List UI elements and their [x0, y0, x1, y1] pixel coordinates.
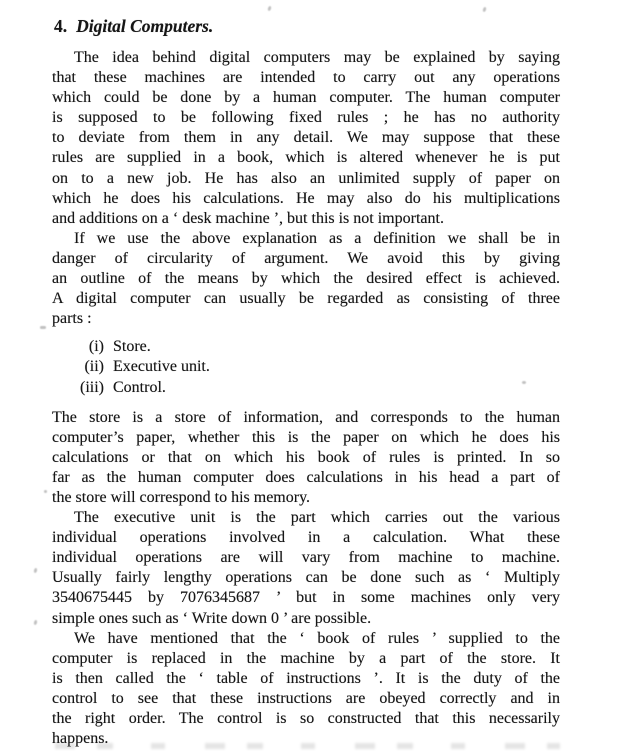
text-line: individual operations are will vary from machine to machine. [52, 549, 560, 567]
text-line: simple ones such as ‘ Write down 0 ’ are possible. [52, 609, 372, 627]
list-item-control [52, 378, 560, 398]
text-line: control to see that these instructions are obeyed correctly and in [52, 689, 560, 707]
paragraph-4 [52, 508, 560, 629]
list-item-number: (ii) [84, 358, 104, 376]
scan-artifact [40, 326, 46, 329]
parts-list [52, 337, 560, 397]
text-line: happens. [52, 730, 109, 748]
section-number: 4. [54, 16, 68, 36]
text-line: calculations or that on which his book of rules is printed. In so [52, 448, 560, 466]
paragraph-2 [52, 229, 560, 329]
text-line: which he does his calculations. He may also do his multiplications [52, 189, 560, 207]
text-line: far as the human computer does calculations in his head a part of [52, 468, 560, 486]
text-line: and additions on a ‘ desk machine ’, but this is not important. [52, 209, 444, 227]
text-line: We have mentioned that the ‘ book of rules ’ supplied to the [74, 629, 560, 647]
scan-artifact [33, 620, 37, 626]
text-line: rules are supplied in a book, which is altered whenever he is put [52, 149, 560, 167]
scan-bleedthrough-smudge [55, 743, 560, 749]
list-item-text: Control. [113, 378, 166, 396]
text-line: to deviate from them in any detail. We may suppose that these [52, 129, 560, 147]
text-line: If we use the above explanation as a definition we shall be in [74, 229, 560, 247]
paragraph-1 [52, 48, 560, 229]
list-item-executive-unit [52, 357, 560, 377]
list-item-text: Store. [113, 338, 151, 356]
text-line: an outline of the means by which the desired effect is achieved. [52, 270, 560, 288]
list-item-store [52, 337, 560, 357]
text-line: The executive unit is the part which carries out the various [74, 509, 560, 527]
text-line: 3540675445 by 7076345687 ’ but in some machines only very [52, 589, 560, 607]
list-item-number: (i) [88, 338, 104, 356]
scan-artifact [33, 568, 37, 574]
text-line: the right order. The control is so constructed that this necessarily [52, 710, 560, 727]
text-line: computer’s paper, whether this is the paper on which he does his [52, 428, 560, 446]
text-line: danger of circularity of argument. We avoid this by giving [52, 249, 560, 267]
text-line: parts : [52, 310, 92, 328]
text-line: individual operations involved in a calculation. What these [52, 529, 560, 547]
scan-artifact [44, 490, 47, 493]
list-item-text: Executive unit. [113, 358, 210, 376]
text-line: The store is a store of information, and corresponds to the human [52, 408, 560, 426]
text-line: which could be done by a human computer. The human computer [52, 89, 560, 107]
section-title: Digital Computers. [76, 16, 214, 36]
scan-artifact [522, 381, 526, 384]
text-line: the store will correspond to his memory. [52, 488, 311, 506]
text-line: that these machines are intended to carry out any operations [52, 69, 560, 87]
paragraph-3 [52, 408, 560, 508]
text-line: is supposed to be following fixed rules ; he has no authority [52, 109, 560, 127]
section-heading [54, 14, 560, 38]
scan-artifact [482, 7, 486, 13]
text-line: computer is replaced in the machine by a part of the store. It [52, 649, 560, 667]
paper-page [52, 14, 560, 749]
text-line: is then called the ‘ table of instructions ’. It is the duty of the [52, 669, 560, 687]
text-line: on to a new job. He has also an unlimited supply of paper on [52, 169, 560, 187]
text-line: A digital computer can usually be regarded as consisting of three [52, 290, 560, 308]
text-line: The idea behind digital computers may be explained by saying [74, 49, 560, 66]
list-item-number: (iii) [80, 378, 104, 396]
scan-artifact [267, 6, 271, 12]
text-line: Usually fairly lengthy operations can be done such as ‘ Multiply [52, 569, 560, 587]
paragraph-5 [52, 629, 560, 750]
